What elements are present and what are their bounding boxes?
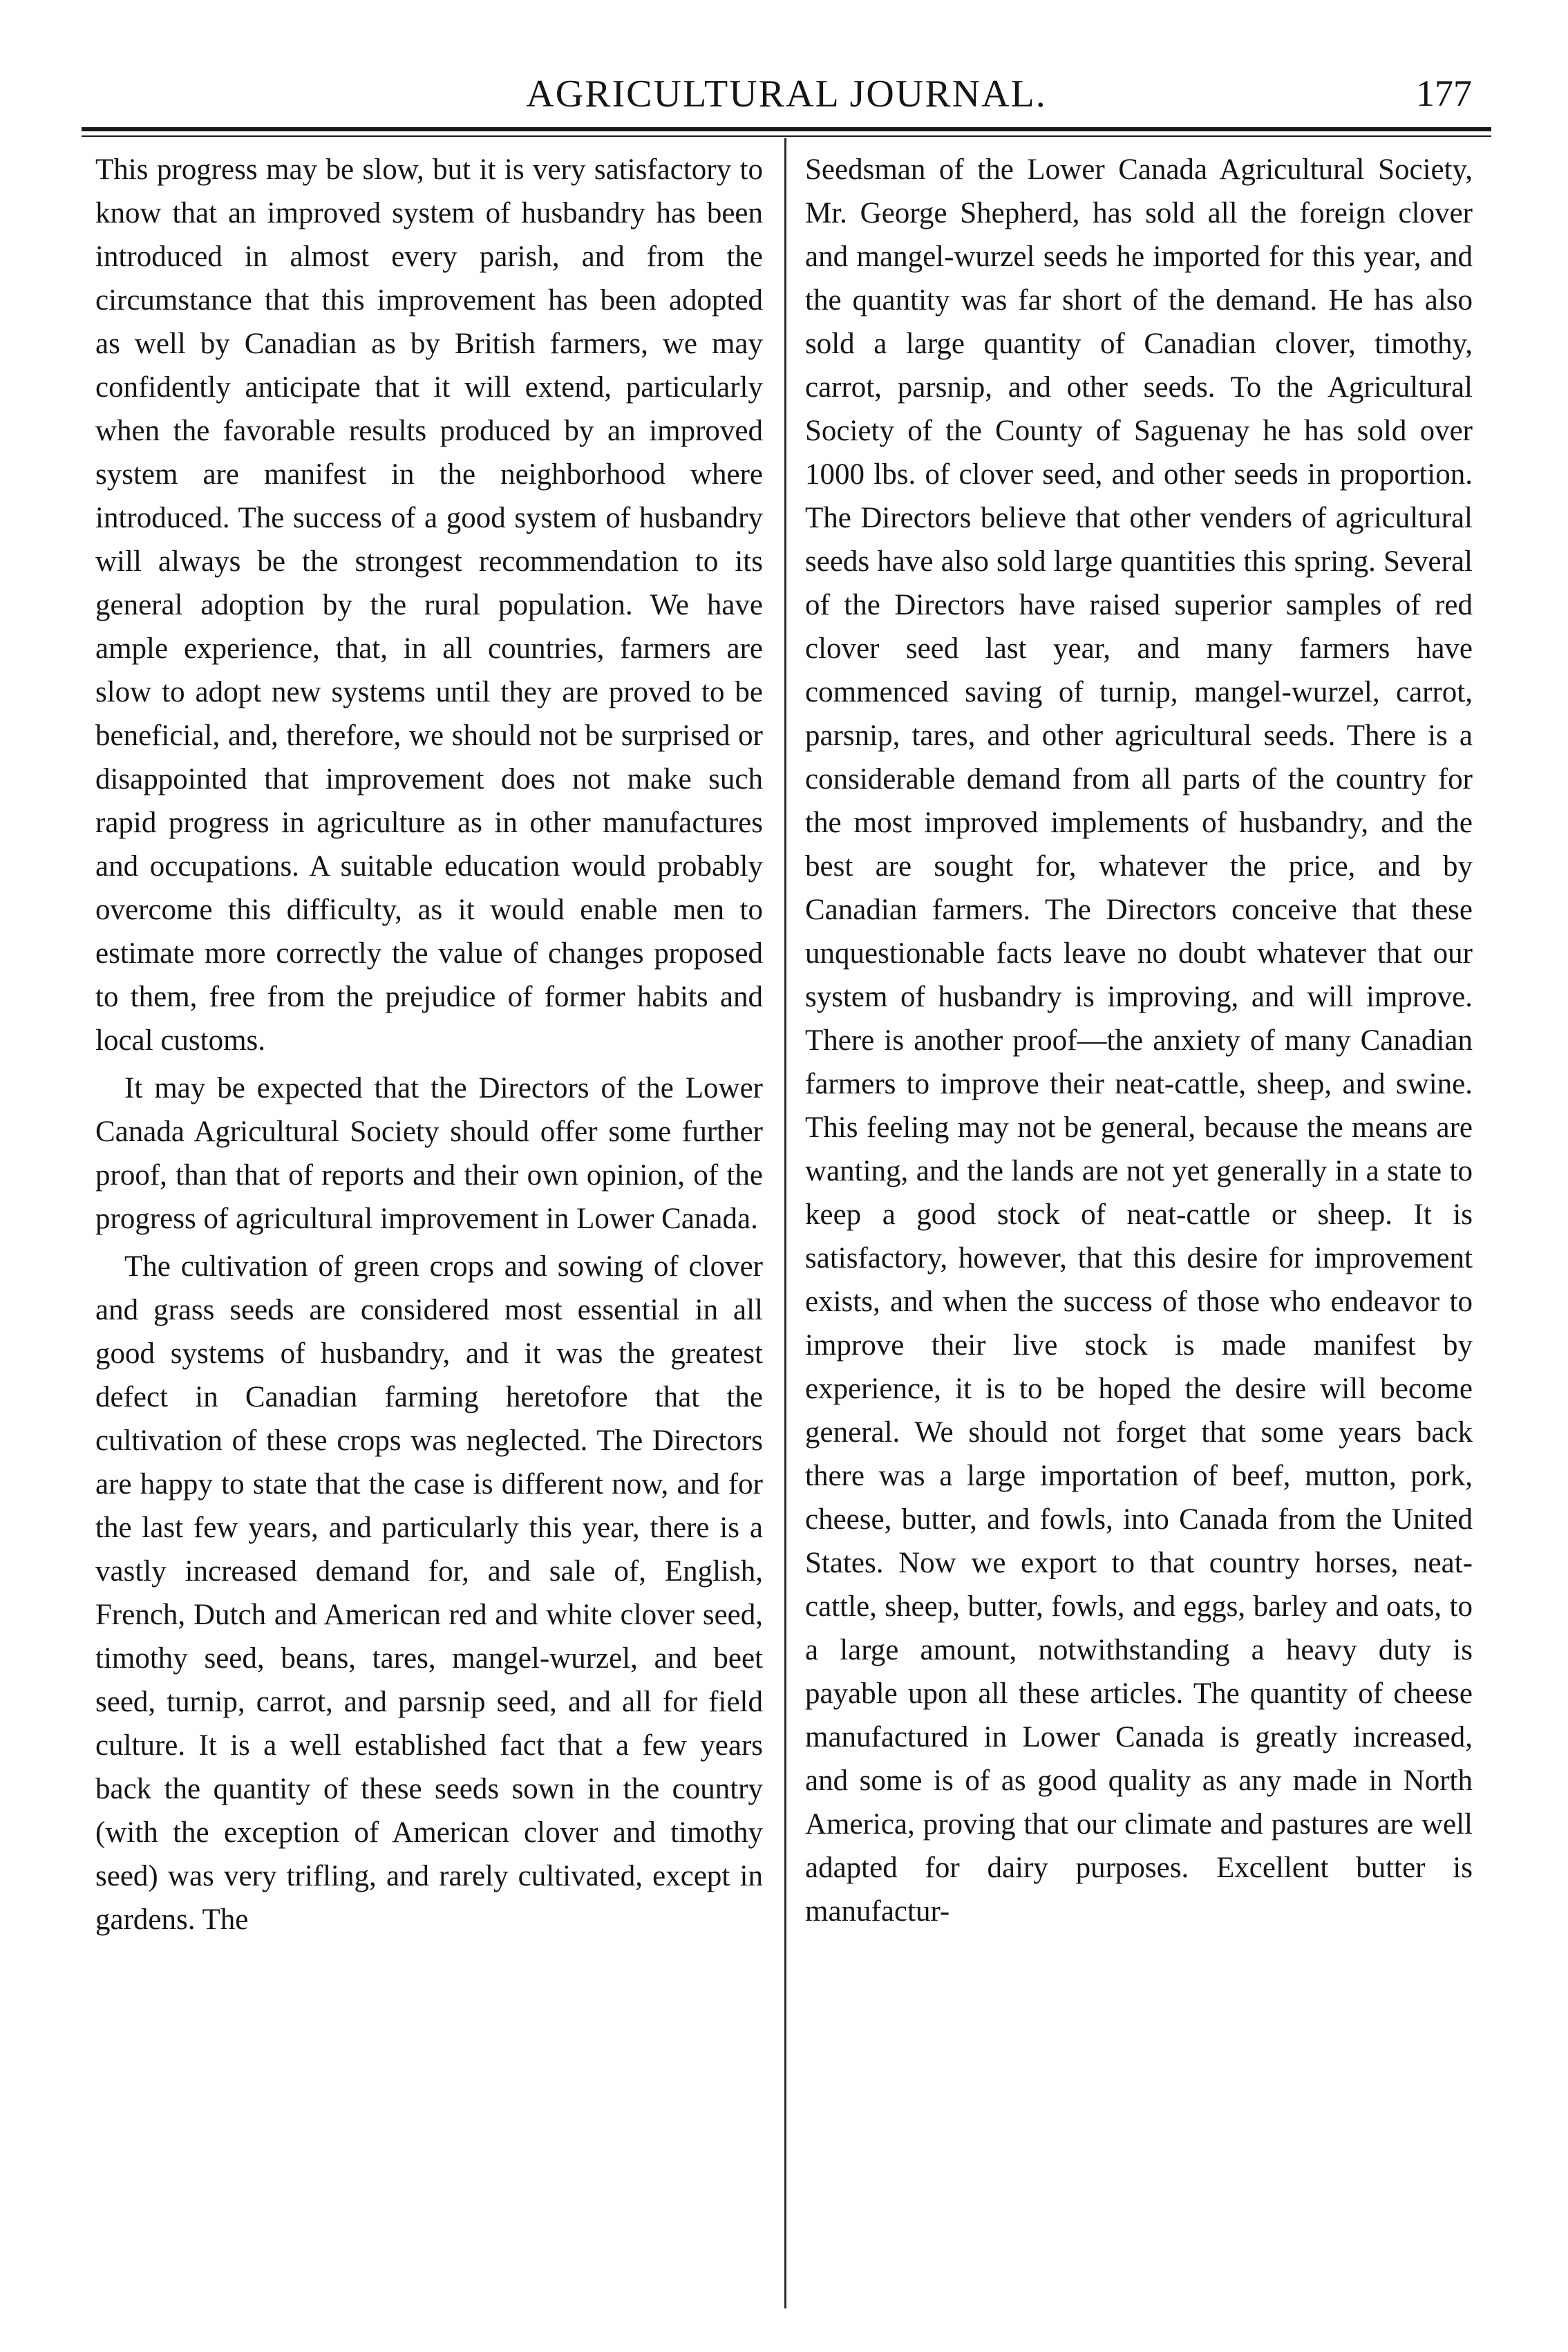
right-paragraph-1: Seedsman of the Lower Canada Agricultural Society, Mr. George Shepherd, has sold all the foreign clover and mangel-wurzel seeds he imported for this year, and the quantity was far short of the demand. He has also sold a large quantity of Canadian clover, timothy, carrot, parsnip, and other seeds. To the Agricultural Society of the County of Saguenay he has sold over 1000 lbs. of clover seed, and other seeds in proportion. The Directors believe that other venders of agricultural seeds have also sold large quantities this spring. Several of the Directors have raised superior samples of red clover seed last year, and many farmers have commenced saving of turnip, mangel-wurzel, carrot, parsnip, tares, and other agricultural seeds. There is a considerable demand from all parts of the country for the most improved implements of husbandry, and the best are sought for, whatever the price, and by Canadian farmers. The Directors conceive that these unquestionable facts leave no doubt whatever that our system of husbandry is improving, and will improve. There is another proof—the anxiety of many Canadian farmers to improve their neat-cattle, sheep, and swine. This feeling may not be general, because the means are wanting, and the lands are not yet generally in a state to keep a good stock of neat-cattle or sheep. It is satisfactory, however, that this desire for improvement exists, and when the success of those who endeavor to improve their live stock is made manifest by experience, it is to be hoped the desire will become general. We should not forget that some years back there was a large importation of beef, mutton, pork, cheese, butter, and fowls, into Canada from the United States. Now we export to that country horses, neat-cattle, sheep, butter, fowls, and eggs, barley and oats, to a large amount, notwithstanding a heavy duty is payable upon all these articles. The quantity of cheese manufactured in Lower Canada is greatly increased, and some is of as good quality as any made in North America, proving that our climate and pastures are well adapted for dairy purposes. Excellent butter is manufactur- bbox=[805, 153, 1473, 1928]
left-paragraph-1: This progress may be slow, but it is very satisfactory to know that an improved system of husbandry has been introduced in almost every parish, and from the circumstance that this improvement has been adopted as well by Canadian as by British farmers, we may confidently anticipate that it will extend, particularly when the favorable results produced by an improved system are manifest in the neighborhood where introduced. The success of a good system of husbandry will always be the strongest recommendation to its general adoption by the rural population. We have ample experience, that, in all countries, farmers are slow to adopt new systems until they are proved to be beneficial, and, therefore, we should not be surprised or disappointed that improvement does not make such rapid progress in agriculture as in other manufactures and occupations. A suitable education would probably overcome this difficulty, as it would enable men to estimate more correctly the value of changes proposed to them, free from the prejudice of former habits and local customs. bbox=[95, 153, 763, 1057]
header-rule-thin bbox=[82, 135, 1491, 137]
journal-title: AGRICULTURAL JOURNAL. bbox=[526, 73, 1047, 115]
column-divider bbox=[784, 138, 786, 2308]
right-text-column bbox=[805, 148, 1473, 2311]
page-header bbox=[82, 64, 1491, 126]
header-rule-thick bbox=[82, 127, 1491, 131]
left-paragraph-3: The cultivation of green crops and sowing of clover and grass seeds are considered most essential in all good systems of husbandry, and it was the greatest defect in Canadian farming heretofore that the cultivation of these crops was neglected. The Directors are happy to state that the case is different now, and for the last few years, and particularly this year, there is a vastly increased demand for, and sale of, English, French, Dutch and American red and white clover seed, timothy seed, beans, tares, mangel-wurzel, and beet seed, turnip, carrot, and parsnip seed, and all for field culture. It is a well established fact that a few years back the quantity of these seeds sown in the country (with the exception of American clover and timothy seed) was very trifling, and rarely cultivated, except in gardens. The bbox=[95, 1250, 763, 1936]
page-number: 177 bbox=[1416, 73, 1472, 114]
left-text-column bbox=[95, 148, 763, 2311]
left-paragraph-2: It may be expected that the Directors of the Lower Canada Agricultural Society should offer some further proof, than that of reports and their own opinion, of the progress of agricultural improvement in Lower Canada. bbox=[95, 1072, 763, 1235]
